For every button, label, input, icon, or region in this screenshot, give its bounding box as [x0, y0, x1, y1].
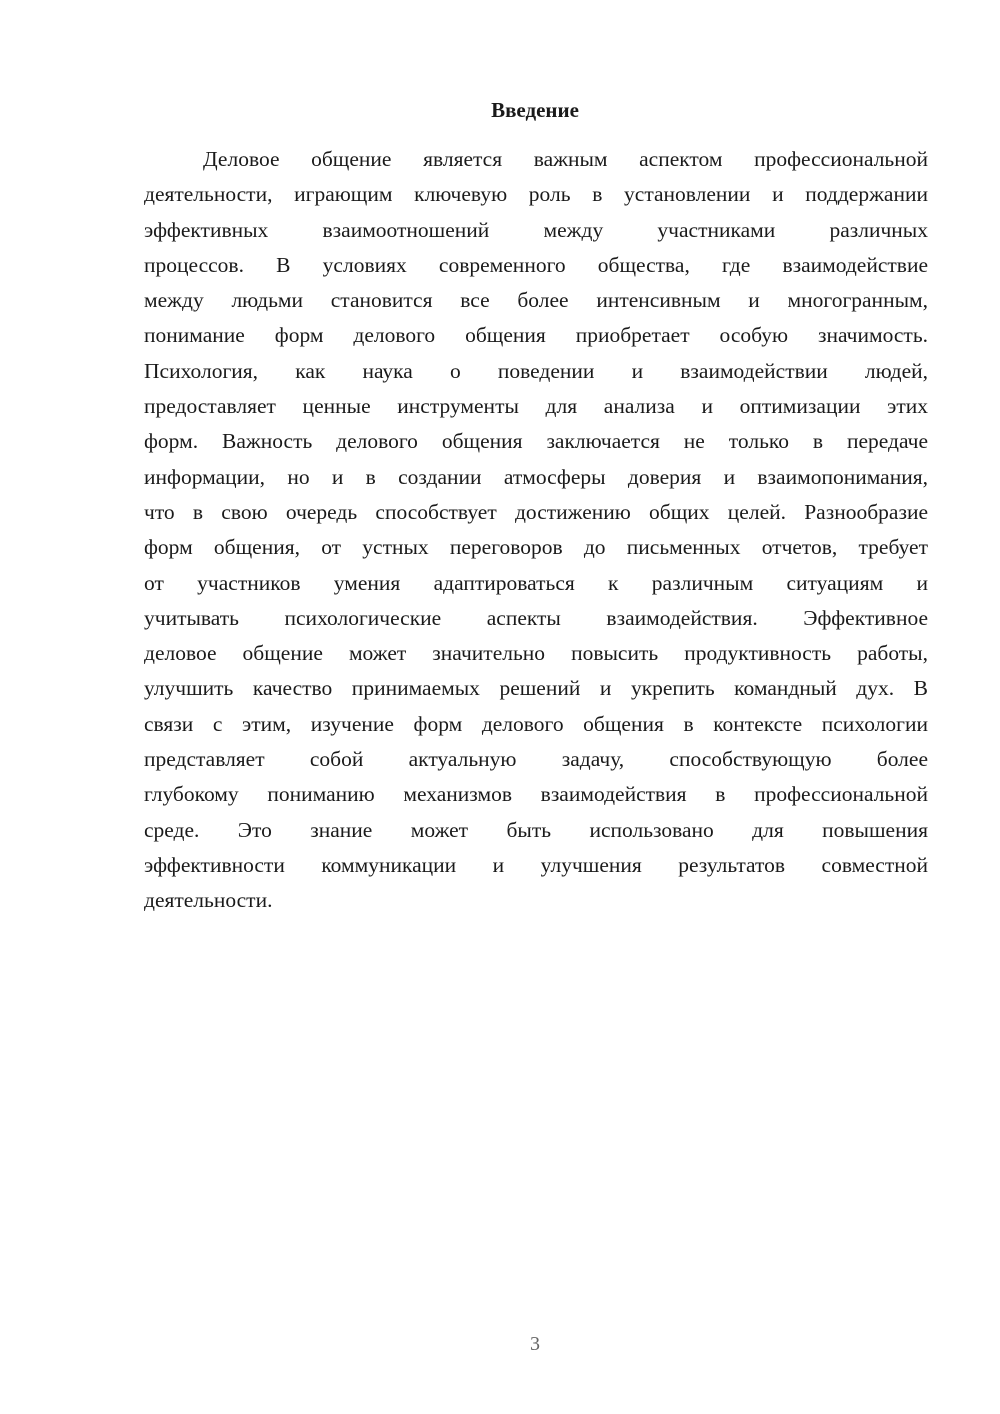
paragraph-line: между людьми становится все более интенсивным и многогранным,	[144, 288, 928, 313]
paragraph-line: эффективных взаимоотношений между участниками различных	[144, 217, 928, 242]
paragraph-line: улучшить качество принимаемых решений и укрепить командный дух. В	[144, 676, 928, 701]
page-number: 3	[530, 1333, 540, 1355]
paragraph-line: глубокому пониманию механизмов взаимодействия в профессиональной	[144, 782, 928, 807]
paragraph-line: понимание форм делового общения приобретает особую значимость.	[144, 323, 928, 348]
paragraph-line: деловое общение может значительно повысить продуктивность работы,	[144, 641, 928, 666]
paragraph-line: что в свою очередь способствует достижению общих целей. Разнообразие	[144, 499, 928, 524]
paragraph-line: информации, но и в создании атмосферы доверия и взаимопонимания,	[144, 464, 928, 489]
paragraph-line: представляет собой актуальную задачу, способствующую более	[144, 747, 928, 772]
body-paragraph	[144, 142, 928, 919]
paragraph-line: учитывать психологические аспекты взаимодействия. Эффективное	[144, 605, 928, 630]
paragraph-line: процессов. В условиях современного общества, где взаимодействие	[144, 252, 928, 277]
paragraph-line: среде. Это знание может быть использовано для повышения	[144, 817, 928, 842]
paragraph-line: связи с этим, изучение форм делового общения в контексте психологии	[144, 711, 928, 736]
paragraph-line: форм общения, от устных переговоров до письменных отчетов, требует	[144, 535, 928, 560]
paragraph-line: деятельности.	[144, 888, 273, 913]
paragraph-line: от участников умения адаптироваться к различным ситуациям и	[144, 570, 928, 595]
paragraph-line: Психология, как наука о поведении и взаимодействии людей,	[144, 358, 928, 383]
paragraph-line: форм. Важность делового общения заключается не только в передаче	[144, 429, 928, 454]
paragraph-line: предоставляет ценные инструменты для анализа и оптимизации этих	[144, 394, 928, 419]
paragraph-line: Деловое общение является важным аспектом профессиональной	[203, 147, 928, 171]
paragraph-line: эффективности коммуникации и улучшения результатов совместной	[144, 852, 928, 877]
section-heading: Введение	[491, 98, 579, 122]
paragraph-line: деятельности, играющим ключевую роль в установлении и поддержании	[144, 182, 928, 207]
